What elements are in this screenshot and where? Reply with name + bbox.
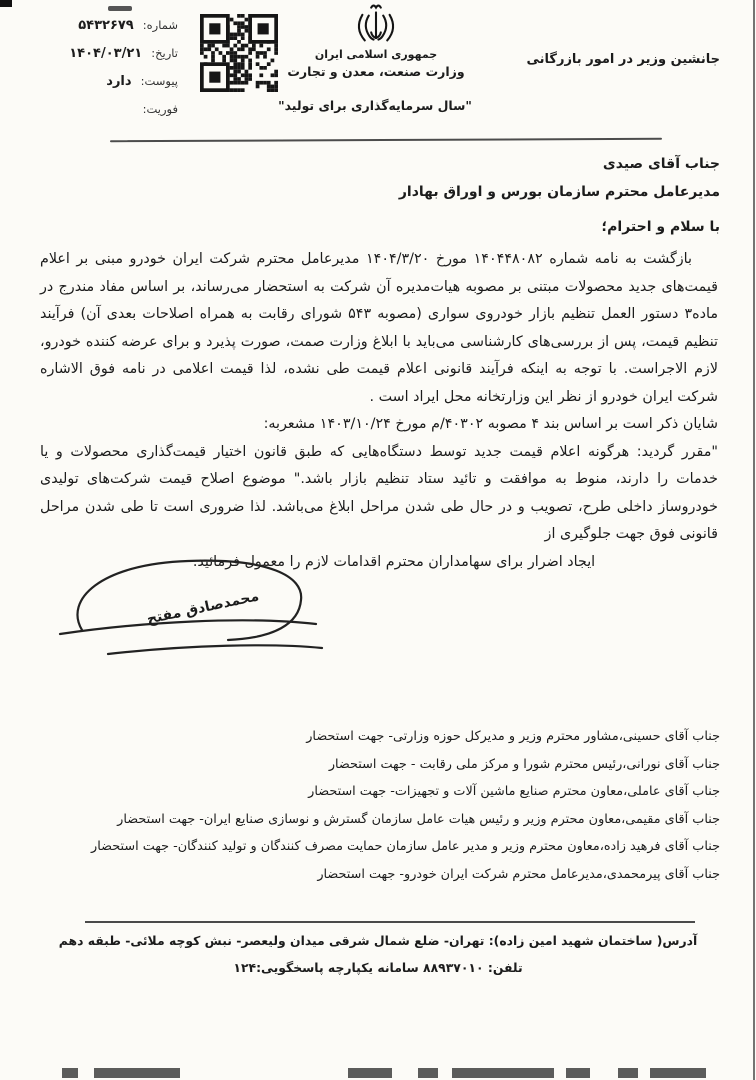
- number-value: ۵۴۳۲۶۷۹: [78, 18, 134, 33]
- footer-phone: تلفن: ۸۸۹۳۷۰۱۰ سامانه یکپارچه پاسخگویی:۱۲۴: [233, 960, 523, 975]
- iran-emblem-icon: [352, 2, 400, 50]
- letter-attachment-row: [28, 74, 178, 102]
- letter-date-row: [28, 46, 178, 74]
- org-country: جمهوری اسلامی ایران: [314, 48, 438, 61]
- footer-address: آدرس( ساختمان شهید امین زاده): تهران- ضلع شمال شرقی میدان ولیعصر- نبش کوچه ملائی- طبقه دهم: [58, 933, 698, 948]
- letter-body: [40, 246, 718, 576]
- urgency-label: فوریت:: [142, 102, 178, 116]
- cc-item: جناب آقای فرهید زاده،معاون محترم وزیر و مدیر عامل سازمان حمایت مصرف کنندگان و تولید کنندگان- جهت استحضار: [91, 839, 720, 854]
- salutation: با سلام و احترام؛: [601, 219, 720, 235]
- signer-name: محمدصادق مفتح: [145, 588, 261, 628]
- cc-item: جناب آقای عاملی،معاون محترم صنایع ماشین آلات و تجهیزات- جهت استحضار: [308, 784, 720, 799]
- letter-urgency-row: [28, 102, 178, 130]
- date-value: ۱۴۰۴/۰۳/۲۱: [69, 46, 143, 61]
- scan-edge-line: [753, 0, 755, 1080]
- body-paragraph-3: "مقرر گردید: هرگونه اعلام قیمت جدید توسط دستگاه‌هایی که طبق قانون اختیار قیمت‌گذاری محصولات و یا خدمات را دارند، منوط به موافقت و تائید ستاد تنظیم بازار باشد." موضوع اصلاح قیمت شرکت‌های تولیدی خودروساز داخلی طرح، تصویب و در حال طی شدن مراحل ابلاغ می‌باشد. لذا ضروری است تا طی شدن مراحل قانونی فوق جهت جلوگیری از: [40, 443, 718, 542]
- cc-item: جناب آقای پیرمحمدی،مدیرعامل محترم شرکت ایران خودرو- جهت استحضار: [317, 866, 720, 882]
- header-divider: [110, 138, 662, 142]
- attachment-label: پیوست:: [140, 74, 178, 88]
- body-paragraph-2: شایان ذکر است بر اساس بند ۴ مصوبه ۴۰۳۰۲/م مورخ ۱۴۰۳/۱۰/۲۴ مشعربه:: [263, 416, 718, 432]
- attachment-value: دارد: [106, 74, 132, 89]
- scan-artifact: [108, 6, 132, 11]
- letter-number-row: [28, 18, 178, 46]
- signature-block: [50, 548, 350, 688]
- org-slogan: "سال سرمایه‌گذاری برای تولید": [278, 98, 472, 113]
- recipient-name: جناب آقای صیدی: [602, 156, 720, 172]
- cc-item: جناب آقای حسینی،مشاور محترم وزیر و مدیرکل حوزه وزارتی- جهت استحضار: [306, 729, 720, 744]
- scan-artifact: [0, 0, 12, 7]
- date-label: تاریخ:: [151, 46, 178, 60]
- recipient-title: مدیرعامل محترم سازمان بورس و اوراق بهادار: [398, 184, 720, 200]
- number-label: شماره:: [142, 18, 178, 32]
- recipient-block: [399, 150, 720, 241]
- body-paragraph-1: بازگشت به نامه شماره ۱۴۰۴۴۸۰۸۲ مورخ ۱۴۰۴/۳/۲۰ مدیرعامل محترم شرکت ایران خودرو مبنی بر اعلام قیمت‌های جدید محصولات مبتنی بر مصوبه هیات‌مدیره آن شرکت به استحضار می‌رساند، بر اساس مفاد مندرج در ماده۳ دستور العمل تنظیم بازار خودروی سواری (مصوبه ۵۴۳ شورای رقابت به همراه اصلاحات بعدی آن) فرآیند تنظیم قیمت، پس از بررسی‌های کارشناسی می‌باید با ابلاغ وزارت صمت، صورت پذیرد و برای عرضه کننده خودرو، لازم الاجراست. با توجه به اینکه فرآیند قانونی اعلام قیمت طی نشده، لذا قیمت اعلامی در نامه فوق الاشاره شرکت ایران خودرو از نظر این وزارتخانه محل ایراد است .: [40, 251, 718, 405]
- org-title-block: [258, 48, 494, 79]
- body-paragraph-3-last-line: ایجاد اضرار برای سهامداران محترم اقدامات لازم را معمول فرمائید.: [192, 553, 596, 570]
- cc-item: جناب آقای مقیمی،معاون محترم وزیر و رئیس هیات عامل سازمان گسترش و نوسازی صنایع ایران- جهت استحضار: [117, 811, 720, 827]
- barcode-strip: [0, 1068, 756, 1078]
- footer-divider: [85, 921, 695, 923]
- org-ministry: وزارت صنعت، معدن و تجارت: [287, 64, 465, 79]
- office-title: جانشین وزیر در امور بازرگانی: [526, 52, 720, 67]
- letter-meta-block: [28, 18, 178, 130]
- cc-list: [91, 723, 720, 888]
- cc-item: جناب آقای نورانی،رئیس محترم شورا و مرکز ملی رقابت - جهت استحضار: [328, 756, 720, 772]
